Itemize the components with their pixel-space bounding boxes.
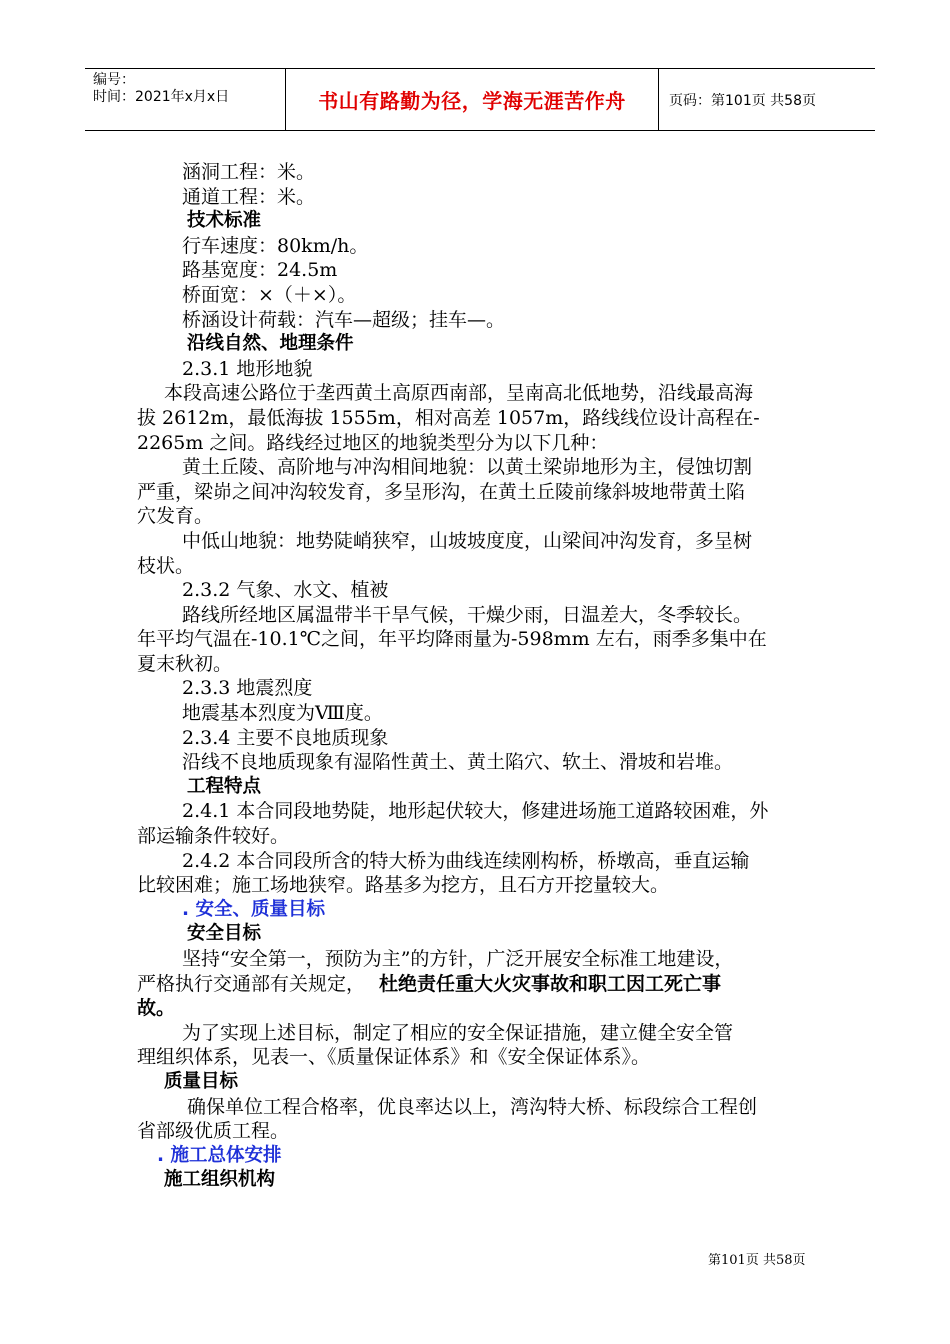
- section-heading: 安全目标: [187, 923, 262, 945]
- text-line: 路基宽度：24.5m: [182, 259, 338, 282]
- text-line: 比较困难；施工场地狭窄。路基多为挖方，且石方开挖量较大。: [137, 874, 670, 897]
- page-footer: 第101页 共58页: [708, 1253, 806, 1268]
- text-line: 理组织体系，见表一、《质量保证体系》和《安全保证体系》。: [137, 1046, 651, 1069]
- text-line: 中低山地貌：地势陡峭狭窄，山坡坡度度，山梁间冲沟发育，多呈树: [182, 529, 753, 552]
- text-line: 确保单位工程合格率，优良率达以上，湾沟特大桥、标段综合工程创: [187, 1095, 758, 1118]
- text-line: 路线所经地区属温带半干旱气候，干燥少雨，日温差大，冬季较长。: [182, 603, 753, 626]
- emphasis-text: 杜绝责任重大火灾事故和职工因工死亡事: [379, 972, 722, 995]
- section-heading: 工程特点: [187, 775, 262, 797]
- text-line: 严重，梁峁之间冲沟较发育，多呈形沟，在黄土丘陵前缘斜坡地带黄土陷: [137, 480, 746, 503]
- section-heading: 技术标准: [187, 210, 262, 232]
- text-line: 拔 2612m，最低海拔 1555m，相对高差 1057m，路线线位设计高程在-: [137, 406, 760, 429]
- text-line: 夏末秋初。: [137, 652, 233, 675]
- text-line: 年平均气温在-10.1℃之间，年平均降雨量为-598mm 左右，雨季多集中在: [137, 628, 767, 651]
- text-line: 本段高速公路位于垄西黄土高原西南部，呈南高北低地势，沿线最高海: [164, 382, 754, 405]
- text-span: 严格执行交通部有关规定，: [137, 972, 366, 995]
- subsection-title: 2.3.1 地形地貌: [182, 357, 313, 380]
- text-line: 行车速度：80km/h。: [182, 234, 369, 257]
- subsection-title: 2.3.3 地震烈度: [182, 677, 313, 700]
- date-label: 时间：2021年x月x日: [93, 89, 230, 105]
- text-line: 黄土丘陵、高阶地与冲沟相间地貌：以黄土梁峁地形为主，侵蚀切割: [182, 456, 753, 479]
- text-line: 为了实现上述目标，制定了相应的安全保证措施，建立健全安全管: [182, 1021, 734, 1044]
- text-line: 2.4.2 本合同段所含的特大桥为曲线连续刚构桥，桥墩高，垂直运输: [182, 849, 750, 872]
- page-header: [85, 68, 875, 131]
- text-line: 2265m 之间。路线经过地区的地貌类型分为以下几种：: [137, 431, 609, 454]
- text-line: 地震基本烈度为Ⅷ度。: [182, 702, 383, 725]
- section-heading: 质量目标: [164, 1070, 239, 1092]
- subsection-title: 2.3.4 主要不良地质现象: [182, 726, 389, 749]
- chapter-heading: . 施工总体安排: [157, 1144, 282, 1166]
- emphasis-text: 故。: [137, 997, 176, 1020]
- section-heading: 沿线自然、地理条件: [187, 333, 354, 355]
- text-line: 桥面宽：×（＋×）。: [182, 283, 357, 306]
- text-line: 省部级优质工程。: [137, 1120, 290, 1143]
- text-line: [137, 972, 837, 997]
- text-line: 桥涵设计荷载：汽车—超级；挂车—。: [182, 308, 506, 331]
- subsection-title: 2.3.2 气象、水文、植被: [182, 579, 389, 602]
- text-line: 沿线不良地质现象有湿陷性黄土、黄土陷穴、软土、滑坡和岩堆。: [182, 751, 734, 774]
- text-line: 坚持“安全第一，预防为主”的方针，广泛开展安全标准工地建设，: [182, 948, 734, 970]
- text-line: 枝状。: [137, 554, 195, 577]
- text-line: 穴发育。: [137, 505, 214, 528]
- header-meta: [85, 69, 285, 130]
- text-line: 通道工程：米。: [182, 185, 316, 208]
- text-line: 涵洞工程：米。: [182, 161, 316, 183]
- text-line: 2.4.1 本合同段地势陡，地形起伏较大，修建进场施工道路较困难，外: [182, 800, 769, 823]
- header-page-info: 页码：第101页 共58页: [669, 92, 816, 109]
- number-label: 编号：: [93, 72, 135, 88]
- text-line: 部运输条件较好。: [137, 825, 290, 848]
- header-motto: 书山有路勤为径，学海无涯苦作舟: [285, 69, 659, 130]
- chapter-heading: . 安全、质量目标: [182, 898, 325, 920]
- section-heading: 施工组织机构: [164, 1169, 276, 1191]
- document-body: [137, 160, 837, 1193]
